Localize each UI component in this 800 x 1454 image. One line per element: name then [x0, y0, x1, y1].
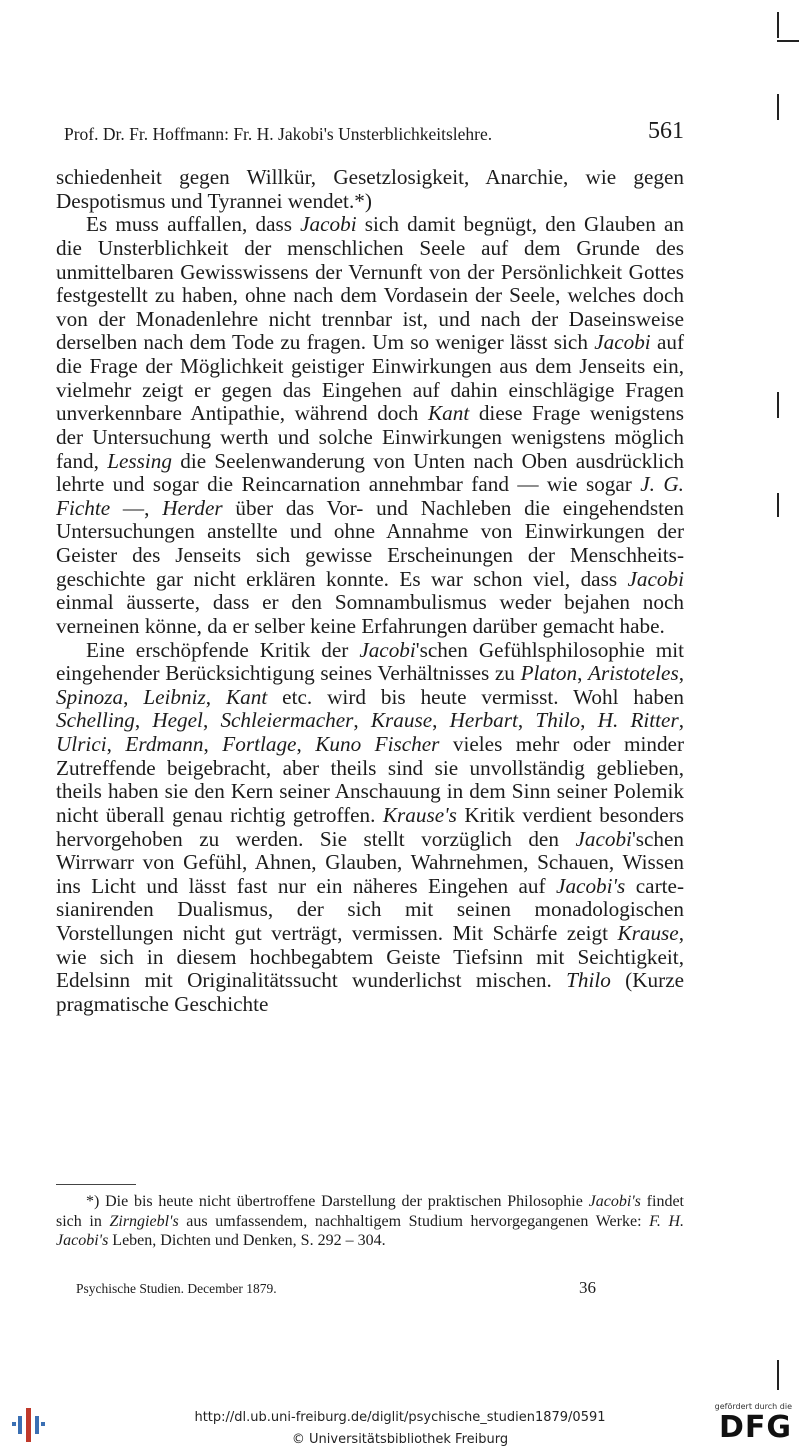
text-run: ,	[202, 708, 221, 733]
italic-name: Schelling	[56, 708, 135, 733]
italic-name: F. H. Jacobi's	[56, 1212, 685, 1249]
italic-name: J. G. Fichte	[56, 472, 684, 520]
text-run: ,	[205, 684, 227, 709]
text-run: ,	[577, 661, 589, 686]
italic-name: Jacobi	[300, 212, 357, 237]
text-run: auf die Frage der Möglichkeit geistiger Einwirkungen aus dem Jenseits ein, vielmehr zeigt er gegen das Eingehen auf dahin einschlägige Fragen unverkennbare Antipathie, während doch	[56, 330, 684, 426]
text-run: ,	[678, 708, 685, 733]
text-run: Eine erschöpfende Kritik der	[86, 637, 360, 662]
text-run: ,	[123, 684, 144, 709]
text-run: , wie sich in diesem hochbegabtem Geiste Tiefsinn mit Seichtigkeit, Edelsinn mit Originalitätssucht wunderlichst mischen.	[56, 921, 684, 993]
italic-name: Herbart	[449, 708, 518, 733]
journal-signature: Psychische Studien. December 1879.	[76, 1281, 277, 1296]
viewer-footer	[0, 1398, 800, 1454]
page-number: 561	[648, 118, 684, 144]
italic-name: Schleiermacher	[220, 708, 354, 733]
text-run: die Seelenwanderung von Unten nach Oben ausdrücklich lehrte und sogar die Reincarnation annehmbar fand — wie sogar	[56, 448, 684, 497]
text-run: cartesianirenden Dualismus, der sich mit seinen monadologischen Vorstellungen nicht gut verträgt, vermissen. Mit Schärfe zeigt	[56, 873, 684, 945]
text-run: Leben, Dichten und Denken, S. 292 – 304.	[108, 1232, 386, 1249]
italic-name: Thilo	[566, 968, 611, 993]
italic-name: Thilo	[535, 708, 581, 733]
footnote-rule	[56, 1184, 136, 1185]
italic-name: Zirngiebl's	[109, 1212, 179, 1230]
text-run: *) Die bis heute nicht übertroffene Darstellung der praktischen Philosophie	[86, 1193, 589, 1210]
italic-name: Krause	[370, 708, 433, 733]
dfg-logo-text: DFG	[718, 1410, 792, 1445]
running-title: Prof. Dr. Fr. Hoffmann: Fr. H. Jakobi's Unsterblichkeitslehre.	[64, 124, 493, 144]
italic-name: Ulrici	[56, 732, 107, 756]
text-run: ,	[353, 708, 371, 733]
italic-name: Krause	[617, 921, 679, 945]
italic-name: Jacobi	[359, 637, 416, 662]
italic-name: Lessing	[107, 448, 172, 473]
text-run: diese Frage wenigstens der Untersuchung werth und solche Einwirkungen wenigstens möglich fand,	[56, 401, 684, 473]
text-run: vieles mehr oder minder Zutreffende beigebracht, aber theils sind sie unvollständig geblieben, theils haben sie den Kern seiner Anschauung in dem Sinn seiner Polemik nicht überall genau richtig getroffen.	[56, 732, 684, 827]
margin-mark	[777, 1360, 779, 1390]
body-text	[56, 166, 684, 1017]
italic-name: Kant	[226, 684, 268, 709]
paragraph	[56, 166, 684, 213]
text-run: ,	[106, 732, 126, 756]
text-run: (Kurze pragmatische Geschichte	[56, 968, 684, 1016]
italic-name: Spinoza	[56, 684, 124, 709]
text-run: sich damit begnügt, den Glauben an die Unsterblichkeit der menschlichen Seele auf dem Grunde des unmittelbaren Gewisswissens der Vernunft von der Persönlichkeit Gottes festgestellt zu haben, ohne nach dem Vordasein der Seele, welches doch von der Monadenlehre nicht trennbar ist, und nach der Daseinsweise derselben nach dem Tode zu fragen. Um so weniger lässt sich	[56, 212, 684, 355]
paragraph	[56, 639, 684, 1017]
text-run: ,	[296, 732, 316, 756]
text-run: ,	[517, 708, 536, 733]
document-url-link[interactable]: http://dl.ub.uni-freiburg.de/diglit/psychische_studien1879/0591	[194, 1410, 606, 1425]
margin-mark	[777, 94, 779, 120]
italic-name: Aristoteles	[588, 661, 679, 686]
footnote-text	[56, 1192, 684, 1251]
margin-mark	[777, 493, 779, 517]
text-run: Kritik verdient besonders hervorgehoben zu werden. Sie stellt vorzüglich den	[56, 802, 684, 851]
text-run: ,	[678, 661, 685, 686]
text-run: ,	[432, 708, 450, 733]
margin-mark	[777, 12, 779, 38]
italic-name: Jacobi	[594, 330, 651, 355]
footnote	[56, 1192, 684, 1251]
italic-name: Kuno Fischer	[315, 732, 440, 756]
italic-name: Platon	[520, 661, 578, 686]
text-run: aus umfassendem, nachhaltigem Studium hervorgegangenen Werke:	[178, 1212, 650, 1230]
text-run: einmal äusserte, dass er den Somnambulismus weder bejahen noch verneinen könne, da er selber keine Erfahrungen darüber gemacht habe.	[56, 590, 684, 638]
dfg-logo	[706, 1402, 792, 1452]
italic-name: Erdmann	[125, 732, 204, 756]
italic-name: Jacobi	[627, 566, 684, 591]
italic-name: H. Ritter	[597, 708, 679, 733]
text-run: findet sich in	[56, 1193, 684, 1230]
italic-name: Herder	[162, 495, 223, 520]
copyright-notice: © Universitätsbibliothek Freiburg	[291, 1432, 509, 1447]
italic-name: Krause's	[382, 802, 457, 827]
text-run: 'schen Wirrwarr von Gefühl, Ahnen, Glauben, Wahrnehmen, Schauen, Wissen ins Licht und lässt fast nur ein näheres Eingehen auf	[56, 826, 684, 898]
text-run: —,	[110, 495, 163, 520]
text-run: über das Vor- und Nachleben die eingehendsten Untersuchungen anstellte und ohne Annahme von Einwirkungen der Geister des Jenseits sich gewisse Erscheinungen der Menschheitsgeschichte gar nicht erklären konnte. Es war schon viel, dass	[56, 495, 684, 591]
text-run: Es muss auffallen, dass	[86, 212, 301, 237]
text-run: etc. wird bis heute vermisst. Wohl haben	[267, 684, 684, 709]
italic-name: Jacobi's	[588, 1193, 641, 1210]
text-run: schiedenheit gegen Willkür, Gesetzlosigkeit, Anarchie, wie gegen Despotismus und Tyrannei wendet.*)	[56, 165, 684, 213]
margin-mark	[777, 392, 779, 418]
dfg-tagline: gefördert durch die	[714, 1402, 792, 1411]
text-run: 'schen Gefühlsphilosophie mit eingehender Berücksichtigung seines Verhältnisses zu	[56, 637, 684, 686]
text-run: ,	[580, 708, 598, 733]
italic-name: Fortlage	[222, 732, 297, 756]
italic-name: Kant	[428, 401, 470, 426]
italic-name: Leibniz	[143, 684, 206, 709]
text-run: ,	[134, 708, 153, 733]
paragraph	[56, 213, 684, 638]
italic-name: Hegel	[152, 708, 203, 733]
italic-name: Jacobi's	[556, 873, 626, 898]
text-run: ,	[203, 732, 223, 756]
margin-mark	[777, 40, 799, 42]
sheet-signature: 36	[579, 1278, 596, 1297]
italic-name: Jacobi	[575, 826, 632, 851]
